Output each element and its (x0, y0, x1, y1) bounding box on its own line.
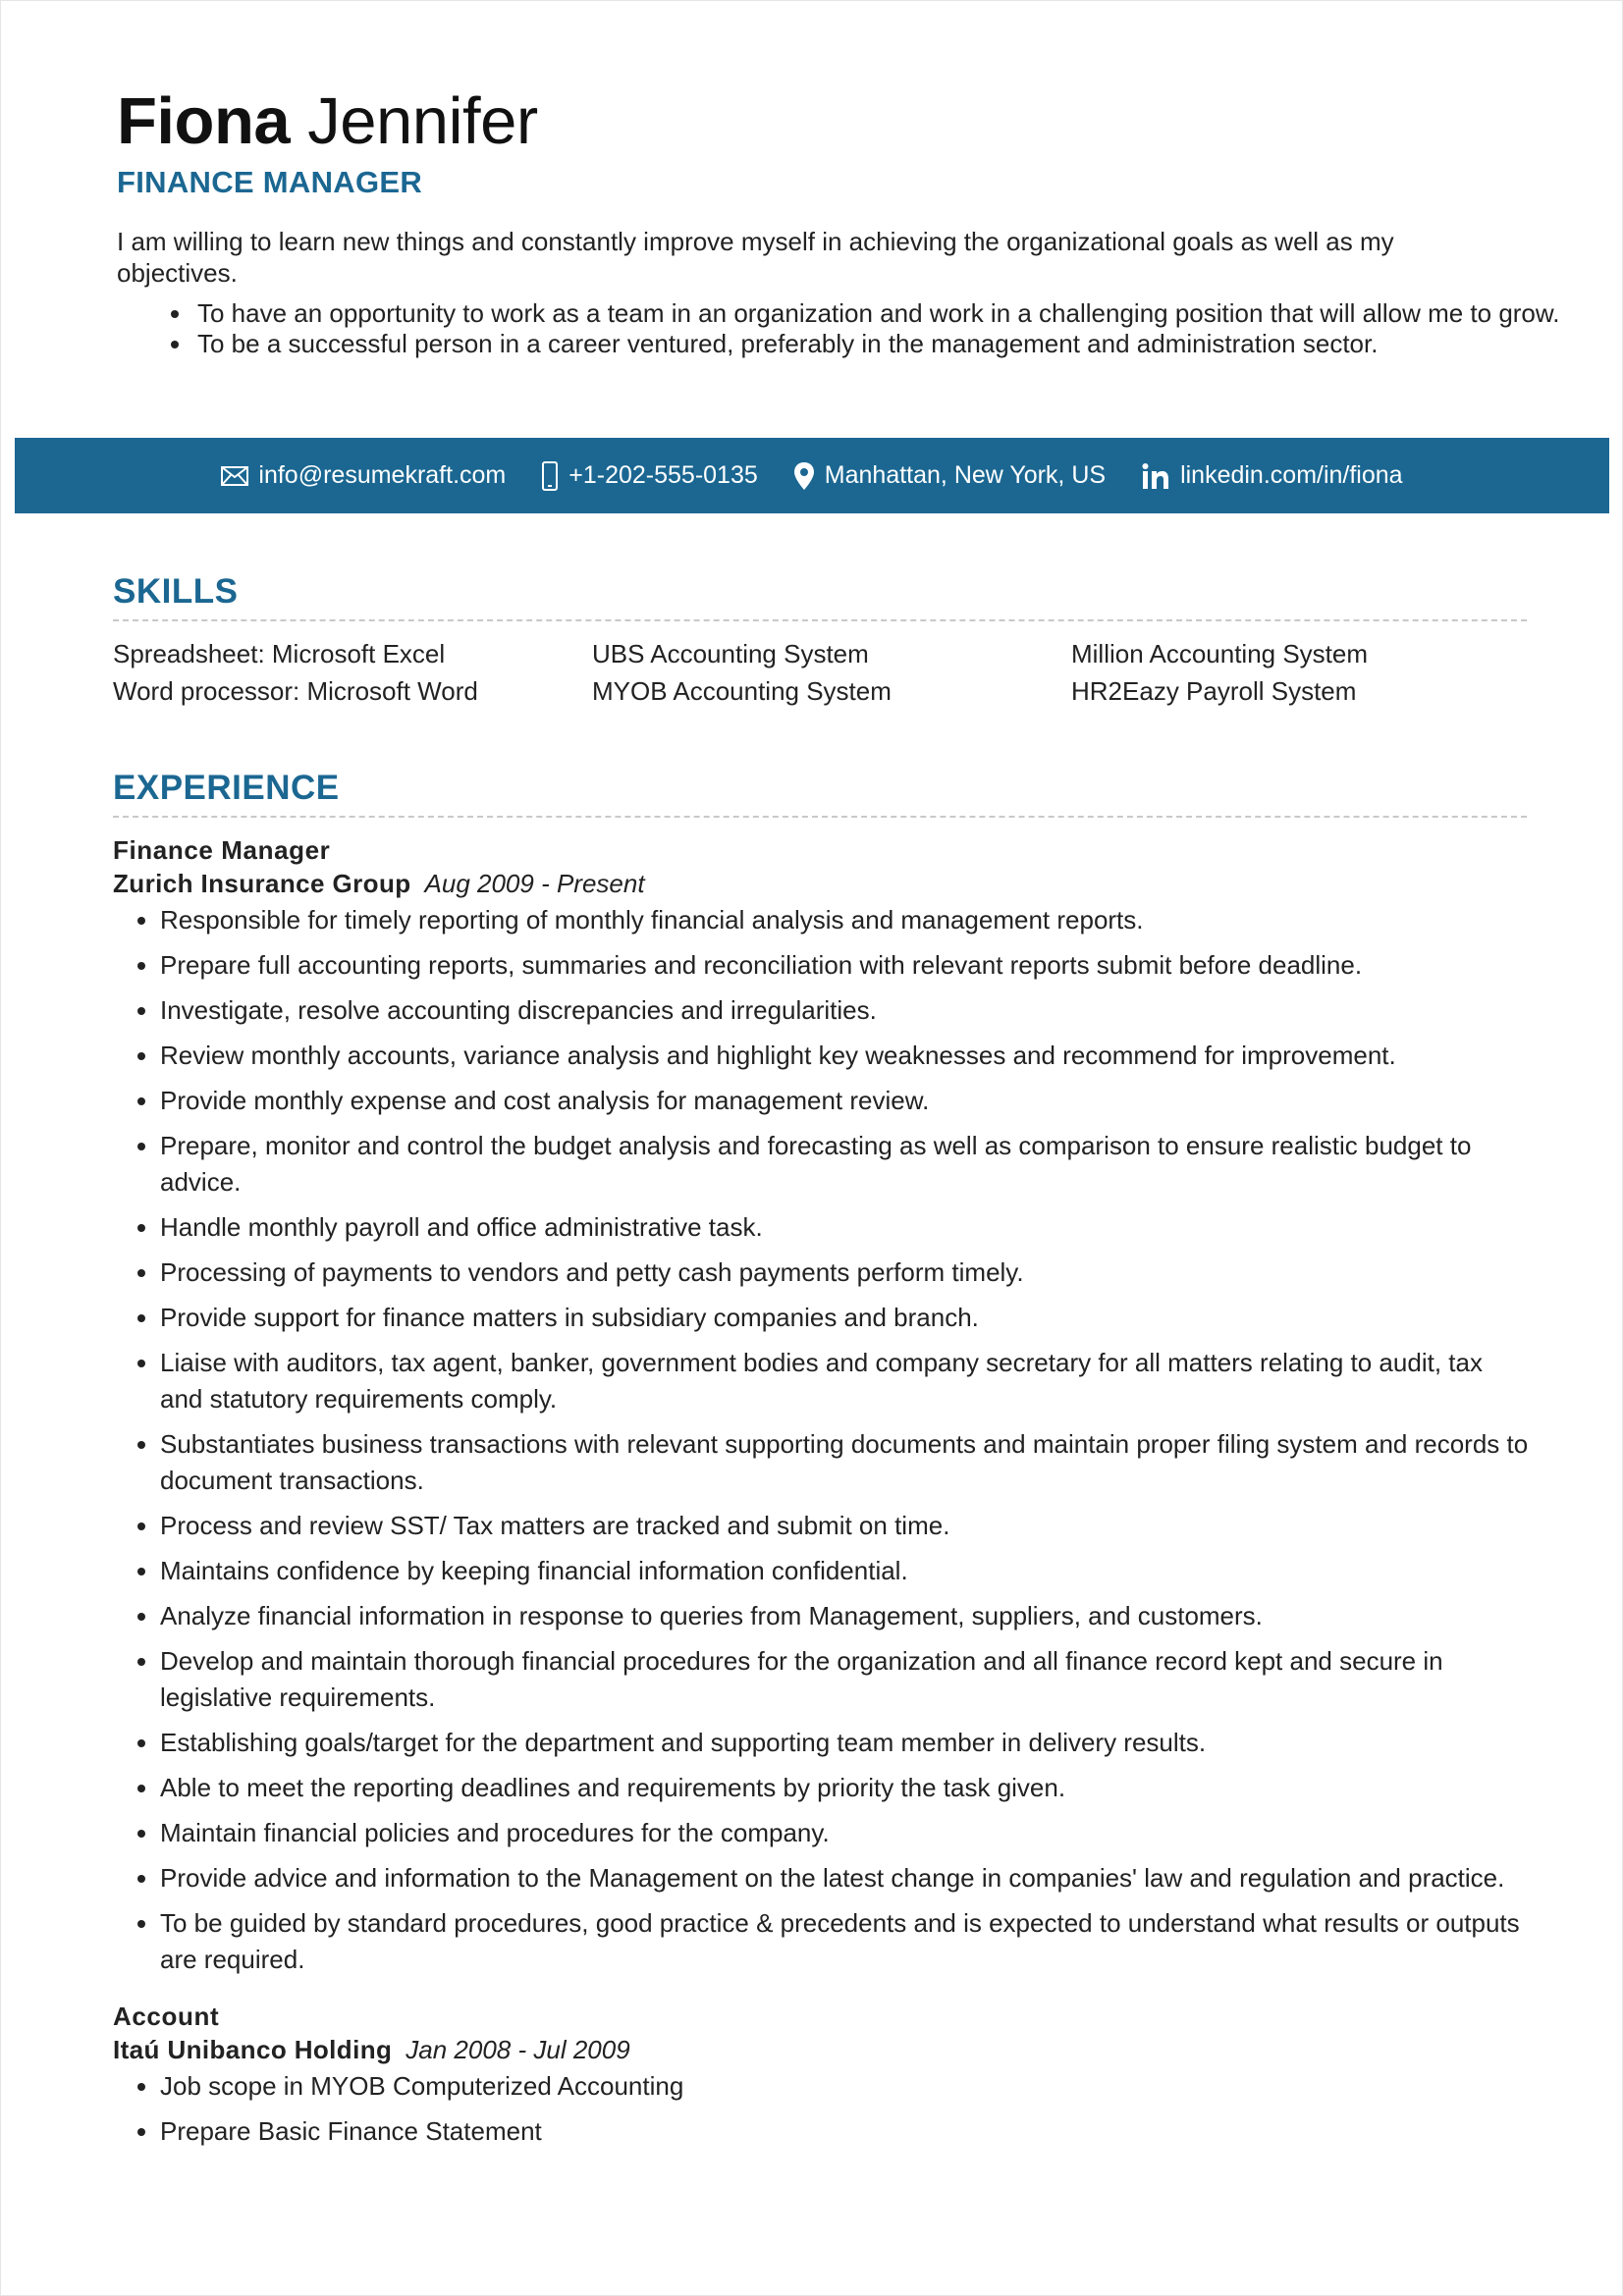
job-entry (113, 833, 1527, 1978)
job-bullet: • Provide monthly expense and cost analysis for management review. (160, 1083, 1530, 1119)
experience-section (113, 769, 1527, 2159)
job-bullet: • Prepare full accounting reports, summaries and reconciliation with relevant reports submit before deadline. (160, 947, 1530, 984)
job-bullets (113, 902, 1530, 1978)
job-entry (113, 2000, 1527, 2150)
job-bullet: • Prepare, monitor and control the budget analysis and forecasting as well as comparison to ensure realistic budget to advice. (160, 1128, 1530, 1201)
location-pin-icon (793, 461, 815, 491)
location-text: Manhattan, New York, US (824, 461, 1107, 489)
experience-heading: EXPERIENCE (113, 769, 340, 807)
objectives-list (117, 298, 1588, 359)
skill-item: HR2Eazy Payroll System (1071, 676, 1357, 706)
job-bullet: • Handle monthly payroll and office administrative task. (160, 1209, 1530, 1246)
job-bullet: • Substantiates business transactions with relevant supporting documents and maintain proper filing system and records to document transactions. (160, 1426, 1530, 1499)
first-name: Fiona (117, 84, 291, 158)
job-role: Account (113, 2002, 220, 2031)
envelope-icon (221, 466, 248, 486)
job-dates: Aug 2009 - Present (424, 869, 645, 898)
contact-linkedin[interactable] (1141, 461, 1403, 491)
skill-item: Million Accounting System (1071, 639, 1369, 668)
job-bullet: • Responsible for timely reporting of monthly financial analysis and management reports. (160, 902, 1530, 938)
contact-phone[interactable] (541, 461, 758, 491)
job-bullet: • Review monthly accounts, variance analysis and highlight key weaknesses and recommend for improvement. (160, 1038, 1530, 1074)
summary-text: I am willing to learn new things and constantly improve myself in achieving the organizational goals as well as my objectives. (117, 227, 1394, 288)
resume-header (117, 82, 1560, 359)
phone-text: +1-202-555-0135 (568, 461, 758, 489)
job-bullet: • Processing of payments to vendors and petty cash payments perform timely. (160, 1255, 1530, 1291)
linkedin-icon (1141, 461, 1170, 491)
job-company-line (113, 2033, 1527, 2066)
job-title-headline: FINANCE MANAGER (117, 165, 423, 199)
job-bullet: • Develop and maintain thorough financial procedures for the organization and all finance record kept and secure in legislative requirements. (160, 1643, 1530, 1716)
skill-item: Word processor: Microsoft Word (113, 676, 478, 706)
section-divider (113, 619, 1527, 621)
job-role: Finance Manager (113, 835, 331, 865)
contact-email[interactable] (221, 461, 506, 490)
company-name: Zurich Insurance Group (113, 869, 411, 898)
job-bullet: • Maintain financial policies and procedures for the company. (160, 1815, 1530, 1851)
job-bullet: • Investigate, resolve accounting discrepancies and irregularities. (160, 992, 1530, 1029)
full-name (117, 82, 1531, 161)
contact-bar (15, 438, 1609, 513)
job-bullet: • Maintains confidence by keeping financial information confidential. (160, 1553, 1530, 1589)
section-divider (113, 816, 1527, 818)
last-name: Jennifer (307, 84, 538, 158)
job-bullet: • To be guided by standard procedures, good practice & precedents and is expected to understand what results or outputs are required. (160, 1905, 1530, 1978)
job-bullet: • Provide advice and information to the Management on the latest change in companies' law and regulation and practice. (160, 1860, 1530, 1896)
job-bullet: • Establishing goals/target for the department and supporting team member in delivery results. (160, 1725, 1530, 1761)
skills-grid (113, 635, 1527, 710)
job-dates: Jan 2008 - Jul 2009 (406, 2035, 630, 2064)
skills-section (113, 572, 1527, 710)
skill-item: MYOB Accounting System (592, 676, 892, 706)
contact-location[interactable] (793, 461, 1106, 491)
job-bullet: • Analyze financial information in response to queries from Management, suppliers, and customers. (160, 1598, 1530, 1634)
phone-icon (541, 461, 559, 491)
job-bullet: • Process and review SST/ Tax matters are tracked and submit on time. (160, 1508, 1530, 1544)
job-bullet: • Prepare Basic Finance Statement (160, 2113, 1530, 2150)
linkedin-text: linkedin.com/in/fiona (1180, 461, 1403, 489)
skill-item: UBS Accounting System (592, 639, 869, 668)
company-name: Itaú Unibanco Holding (113, 2035, 393, 2064)
job-company-line (113, 867, 1527, 900)
job-bullets (113, 2068, 1530, 2150)
objective-item: • To be a successful person in a career ventured, preferably in the management and administration sector. (193, 329, 1588, 359)
objective-item: • To have an opportunity to work as a team in an organization and work in a challenging position that will allow me to grow. (193, 298, 1588, 329)
job-bullet: • Liaise with auditors, tax agent, banker, government bodies and company secretary for all matters relating to audit, tax and statutory requirements comply. (160, 1345, 1530, 1417)
job-bullet: • Provide support for finance matters in subsidiary companies and branch. (160, 1300, 1530, 1336)
job-bullet: • Job scope in MYOB Computerized Accounting (160, 2068, 1530, 2105)
job-bullet: • Able to meet the reporting deadlines and requirements by priority the task given. (160, 1770, 1530, 1806)
email-text: info@resumekraft.com (258, 461, 507, 489)
skill-item: Spreadsheet: Microsoft Excel (113, 639, 446, 668)
skills-heading: SKILLS (113, 572, 239, 611)
